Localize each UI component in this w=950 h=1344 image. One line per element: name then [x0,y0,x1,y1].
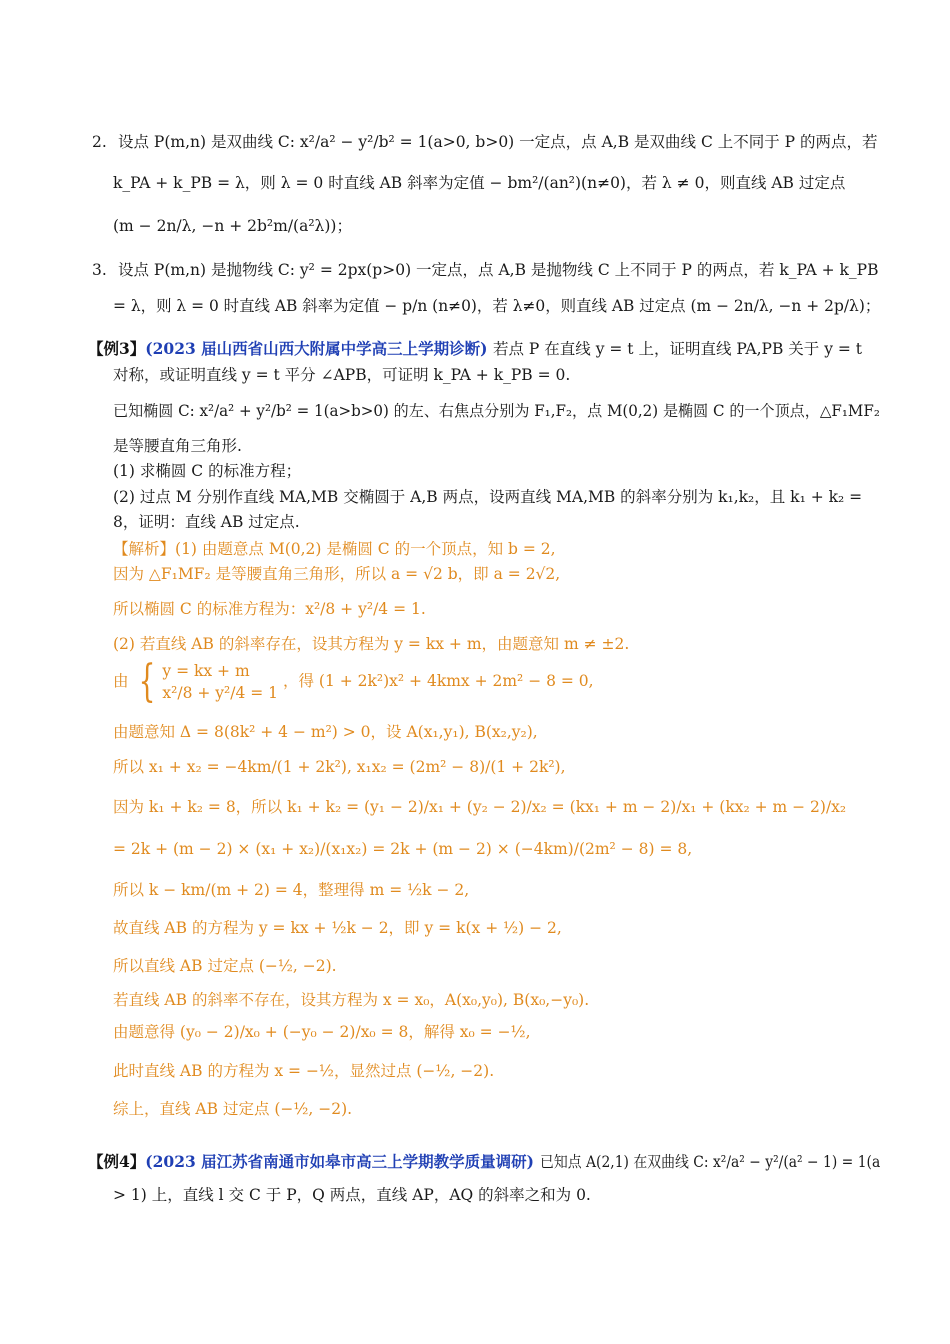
example4-source: (2023 届江苏省南通市如皋市高三上学期教学质量调研) [145,1152,535,1171]
example3-heading [88,338,488,360]
example3-question-5: 8，证明：直线 AB 过定点. [113,513,300,531]
example3-source: (2023 届山西省山西大附属中学高三上学期诊断) [145,339,488,358]
solution-line-11: 故直线 AB 的方程为 y = kx + ½k − 2，即 y = k(x + ½) − 2, [113,919,562,937]
solution-line-12: 所以直线 AB 过定点 (−½, −2). [113,957,337,975]
left-brace-icon: { [139,656,156,707]
solution-line-16: 综上，直线 AB 过定点 (−½, −2). [113,1100,353,1118]
example3-intro-2: 对称，或证明直线 y = t 平分 ∠APB，可证明 k_PA + k_PB = 0. [113,366,571,384]
solution-line-4: (2) 若直线 AB 的斜率存在，设其方程为 y = kx + m，由题意知 m ≠ ±2. [113,635,630,653]
system-equation-2: x²/8 + y²/4 = 1 [162,684,279,702]
solution-line-15: 此时直线 AB 的方程为 x = −½，显然过点 (−½, −2). [113,1062,495,1080]
system-equation-1: y = kx + m [162,662,250,680]
solution-line-10: 所以 k − km/(m + 2) = 4，整理得 m = ½k − 2, [113,881,470,899]
example3-question-4: (2) 过点 M 分别作直线 MA,MB 交椭圆于 A,B 两点，设两直线 MA,MB 的斜率分别为 k₁,k₂，且 k₁ + k₂ = [113,488,863,506]
solution-line-2: 因为 △F₁MF₂ 是等腰直角三角形，所以 a = √2 b，即 a = 2√2, [113,565,561,583]
example4-line-1: 已知点 A(2,1) 在双曲线 C: x²/a² − y²/(a² − 1) = 1(a [540,1153,881,1171]
solution-line-3: 所以椭圆 C 的标准方程为：x²/8 + y²/4 = 1. [113,600,426,618]
item2-number: 2. [92,133,107,151]
item2-line-3: (m − 2n/λ, −n + 2b²m/(a²λ))； [113,217,352,235]
item2-line-1: 设点 P(m,n) 是双曲线 C: x²/a² − y²/b² = 1(a>0, b>0) 一定点，点 A,B 是双曲线 C 上不同于 P 的两点，若 [118,133,878,151]
solution-line-9: = 2k + (m − 2) × (x₁ + x₂)/(x₁x₂) = 2k + (m − 2) × (−4km)/(2m² − 8) = 8, [113,840,693,858]
solution-system [113,656,594,707]
solution-line-8: 因为 k₁ + k₂ = 8，所以 k₁ + k₂ = (y₁ − 2)/x₁ + (y₂ − 2)/x₂ = (kx₁ + m − 2)/x₁ + (kx₂ + m − 2)/x₂ [113,798,847,816]
item2-line-2: k_PA + k_PB = λ，则 λ = 0 时直线 AB 斜率为定值 − bm²/(an²)(n≠0)，若 λ ≠ 0，则直线 AB 过定点 [113,174,846,192]
example3-intro-1: 若点 P 在直线 y = t 上，证明直线 PA,PB 关于 y = t [493,340,863,358]
example4-tag: 【例4】 [88,1152,146,1171]
item3-line-2: = λ，则 λ = 0 时直线 AB 斜率为定值 − p/n (n≠0)，若 λ≠0，则直线 AB 过定点 (m − 2n/λ, −n + 2p/λ)； [113,297,881,315]
example4-line-2: > 1) 上，直线 l 交 C 于 P，Q 两点，直线 AP，AQ 的斜率之和为 0. [113,1186,591,1204]
item3-line-1: 设点 P(m,n) 是抛物线 C: y² = 2px(p>0) 一定点，点 A,B 是抛物线 C 上不同于 P 的两点，若 k_PA + k_PB [118,261,879,279]
solution-line-6: 由题意知 Δ = 8(8k² + 4 − m²) > 0，设 A(x₁,y₁), B(x₂,y₂), [113,723,538,741]
solution-system-prefix: 由 [113,672,129,690]
solution-line-7: 所以 x₁ + x₂ = −4km/(1 + 2k²), x₁x₂ = (2m² − 8)/(1 + 2k²), [113,758,566,776]
example3-question-3: (1) 求椭圆 C 的标准方程； [113,462,302,480]
solution-line-14: 由题意得 (y₀ − 2)/x₀ + (−y₀ − 2)/x₀ = 8，解得 x₀ = −½, [113,1023,531,1041]
solution-tag: 【解析】 [113,540,176,558]
example3-tag: 【例3】 [88,339,146,358]
solution-line-13: 若直线 AB 的斜率不存在，设其方程为 x = x₀，A(x₀,y₀), B(x₀,−y₀). [113,991,590,1009]
item3-number: 3. [92,261,107,279]
example3-question-1: 已知椭圆 C: x²/a² + y²/b² = 1(a>b>0) 的左、右焦点分别为 F₁,F₂，点 M(0,2) 是椭圆 C 的一个顶点，△F₁MF₂ [113,402,880,420]
example4-heading [88,1151,534,1173]
system-result: ，得 (1 + 2k²)x² + 4kmx + 2m² − 8 = 0, [282,672,594,690]
solution-line-1-text: (1) 由题意点 M(0,2) 是椭圆 C 的一个顶点，知 b = 2, [175,540,556,558]
example3-question-2: 是等腰直角三角形. [113,437,242,455]
solution-line-1 [113,538,556,560]
equation-system [162,660,278,704]
